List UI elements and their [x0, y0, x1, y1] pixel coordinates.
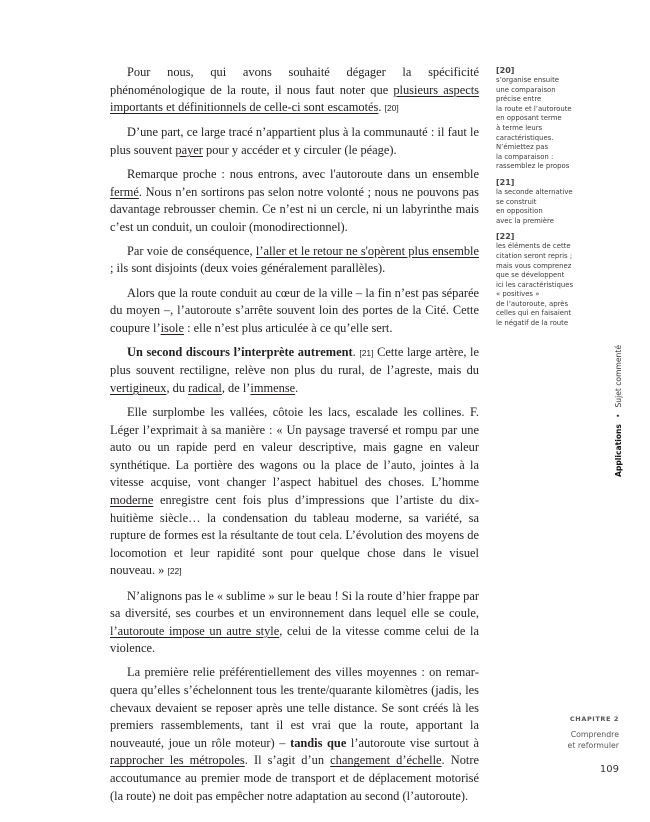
paragraph: [110, 664, 479, 805]
underlined-text: plusieurs aspects importants et définitionnels de celle-ci sont escamotés: [110, 82, 480, 115]
text-segment: : elle n’est plus articulée à ce qu’elle sert.: [183, 320, 393, 335]
note-line: mais vous comprenez: [496, 261, 572, 270]
text-segment: l’autoroute vise surtout à: [346, 735, 479, 750]
paragraph: [110, 285, 479, 338]
note-line: citation seront repris ;: [496, 251, 573, 260]
text-segment: Pour nous, qui avons souhaité dégager la spécificité phénoménologique de la route, il nous faut noter que: [110, 65, 479, 97]
text-segment: D’une part, ce large tracé n’appartient plus à la communauté : il faut le plus souvent: [110, 125, 479, 157]
text-segment: .: [295, 381, 299, 395]
margin-note: [496, 66, 596, 172]
text-segment: pour y accéder et y circuler (le péage).: [202, 142, 397, 157]
note-line: précise entre: [496, 95, 542, 104]
underlined-text: payer: [175, 142, 203, 157]
note-line: celles qui en faisaient: [496, 309, 572, 318]
paragraph: [110, 404, 479, 581]
margin-note: [496, 178, 596, 226]
main-text: [110, 64, 479, 812]
note-line: à terme leurs: [496, 123, 543, 132]
underlined-text: isole: [160, 320, 184, 335]
running-header: [614, 345, 623, 477]
chapter-title-line1: Comprendre: [570, 730, 619, 739]
note-line: les éléments de cette: [496, 242, 571, 251]
underlined-text: l’aller et le retour ne s'opèrent plus ensemble: [255, 243, 479, 258]
separator-dot: •: [614, 413, 623, 419]
note-reference: [20]: [384, 103, 399, 114]
note-line: s’organise ensuite: [496, 76, 560, 84]
note-line: en opposition: [496, 207, 543, 216]
underlined-text: changement d’échelle: [330, 753, 442, 768]
chapter-title-line2: et reformuler: [567, 740, 619, 750]
paragraph: [110, 243, 479, 278]
text-segment: , du: [166, 381, 189, 395]
text-segment: .: [378, 100, 385, 115]
note-line: N’émiettez pas: [496, 143, 549, 152]
text-segment: Alors que la route conduit au cœur de la ville – la fin n’est pas séparée du moyen –, l’autoroute s’arrête souvent loin des portes de la Cité. Cette coupure l’: [110, 285, 479, 335]
text-segment: , de l’: [221, 381, 251, 395]
text-segment: Cette large artère, le plus souvent rectiligne, relève non plus du rural, de l’agreste, mais du: [110, 344, 479, 378]
note-label: [22]: [496, 232, 515, 242]
underlined-text: radical: [188, 381, 222, 395]
note-line: rassemblez le propos: [496, 162, 570, 171]
note-line: se construit: [496, 197, 537, 206]
note-line: de l’autoroute, après: [496, 299, 569, 308]
note-line: la seconde alternative: [496, 187, 573, 196]
text-segment: Elle surplombe les vallées, côtoie les lacs, escalade les collines. F. Léger l’exprimait à sa manière : « Un paysage traversé et rompu par une auto ou un rapide perd en valeur descriptive, mais gagne en valeur synthétique. La portière des wagons ou la place de l’auto, jointes à la vitesse acquise, vont changer l’aspect habituel des choses. L’homme: [110, 405, 479, 490]
note-label: [20]: [496, 66, 515, 75]
note-line: une comparaison: [496, 85, 556, 94]
underlined-text: rapprocher les métropoles: [110, 753, 245, 768]
paragraph: [110, 344, 479, 398]
paragraph: [110, 64, 479, 118]
text-segment: Remarque proche : nous entrons, avec l'autoroute dans un ensemble: [127, 166, 479, 181]
text-segment: N’alignons pas le « sublime » sur le beau ! Si la route d’hier frappe par sa diversité, ses courbes et un environnement dans lequel elle se coule,: [110, 588, 479, 621]
paragraph: [110, 166, 479, 236]
text-segment: ; ils sont disjoints (deux voies généralement parallèles).: [110, 261, 386, 276]
page-number: 109: [599, 764, 619, 775]
text-segment: . Notre accoutumance au premier mode de transport et de déplacement motorisé (la route) ne doit pas empêcher notre adaptation au second (l’autoroute).: [110, 753, 479, 803]
chapter-label: CHAPITRE 2: [569, 715, 619, 723]
note-line: ici les caractéristiques: [496, 280, 574, 289]
underlined-text: fermé: [110, 184, 139, 199]
text-segment: La première relie préférentiellement des villes moyennes : on remarquera qu’elles s’échelonnent tous les trente/quarante kilomètres (jadis, les chevaux devaient se reposer après une telle distance. Se sont créés là les premiers rassemblements, tant il est vrai que la route, apportant la nouveauté, joue un rôle moteur) –: [110, 665, 479, 750]
note-line: la comparaison :: [496, 152, 554, 161]
chapter-info: [568, 715, 619, 751]
bold-text: Un second discours l’interprète autrement: [127, 344, 353, 359]
running-subsection: Sujet commenté: [614, 344, 623, 408]
note-reference: [21]: [359, 347, 374, 358]
note-line: que se développent: [496, 271, 565, 280]
margin-note: [496, 232, 596, 328]
underlined-text: l’autoroute impose un autre style: [110, 623, 280, 638]
margin-notes: [496, 66, 596, 335]
note-line: la route et l’autoroute: [496, 104, 572, 113]
bold-text: tandis que: [290, 735, 347, 750]
running-section: Applications: [614, 424, 623, 477]
note-line: caractéristiques.: [496, 133, 554, 142]
text-segment: , celui de la vitesse comme celui de la violence.: [110, 623, 479, 656]
note-label: [21]: [496, 177, 515, 187]
text-segment: Par voie de conséquence,: [127, 243, 256, 258]
note-line: en opposant terme: [496, 114, 562, 123]
text-segment: . Il s’agit d’un: [244, 753, 331, 768]
note-reference: [22]: [167, 566, 182, 577]
paragraph: [110, 588, 479, 658]
text-segment: enregistre cent fois plus d’impressions que l’artiste du dix-huitième siècle… la condensation du tableau moderne, sa variété, sa rupture de formes est la résultante de tout cela. L’évolution des moyens de locomotion et leur rapidité sont pour quelque chose dans le visuel nouveau. »: [110, 493, 479, 578]
note-line: avec la première: [496, 216, 554, 225]
text-segment: .: [352, 344, 360, 359]
note-line: le négatif de la route: [496, 319, 569, 328]
note-line: « positives »: [496, 290, 540, 299]
underlined-text: vertigineux: [110, 381, 167, 395]
underlined-text: immense: [250, 381, 296, 395]
paragraph: [110, 124, 479, 159]
underlined-text: moderne: [110, 493, 154, 508]
text-segment: . Nous n’en sortirons pas selon notre volonté ; nous ne pouvons pas davantage rebrousser chemin. Ce n’est ni un cercle, ni un labyrinthe mais c’est un conduit, un couloir (monodirectionnel).: [110, 184, 479, 234]
